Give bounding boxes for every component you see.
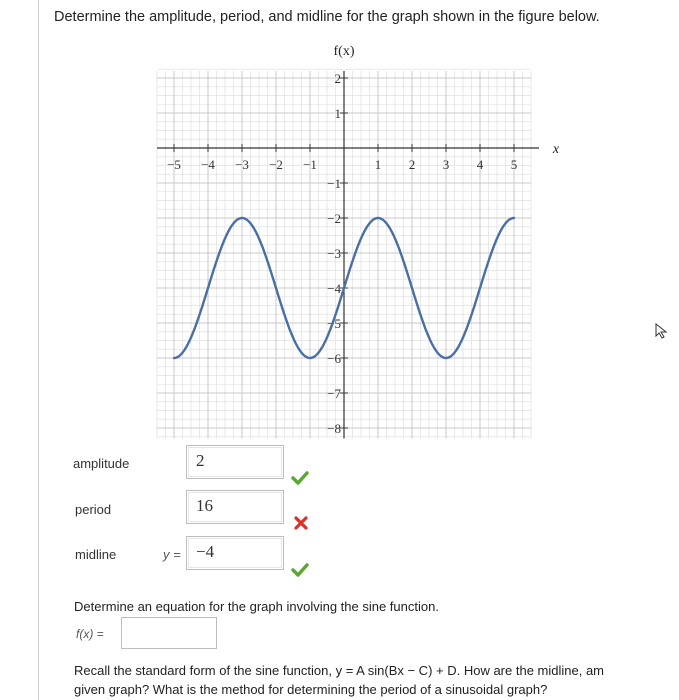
mouse-pointer-icon xyxy=(655,323,669,339)
x-axis-label: x xyxy=(552,142,560,157)
hint-line-2: given graph? What is the method for determining the period of a sinusoidal graph? xyxy=(74,682,548,697)
y-tick-label: −1 xyxy=(327,176,341,191)
x-tick-label: −3 xyxy=(235,157,249,172)
y-axis-label: f(x) xyxy=(333,44,355,59)
y-tick-label: −5 xyxy=(327,316,341,331)
midline-check-icon xyxy=(291,562,309,578)
amplitude-check-icon xyxy=(291,470,309,486)
x-tick-label: −4 xyxy=(201,157,215,172)
x-tick-label: −1 xyxy=(303,157,317,172)
y-tick-label: 1 xyxy=(334,106,341,121)
period-cross-icon xyxy=(294,516,308,530)
period-label: period xyxy=(75,502,112,517)
y-tick-label: 2 xyxy=(334,71,341,86)
equation-prompt: Determine an equation for the graph involving the sine function. xyxy=(74,599,439,614)
equation-input[interactable] xyxy=(121,617,217,649)
amplitude-input[interactable]: 2 xyxy=(186,445,284,479)
period-input[interactable]: 16 xyxy=(186,490,284,524)
x-tick-label: −2 xyxy=(269,157,283,172)
x-tick-label: 4 xyxy=(476,157,484,172)
midline-y-equals: y = xyxy=(163,547,181,562)
x-tick-label: 3 xyxy=(442,157,450,172)
y-tick-label: −7 xyxy=(327,386,341,401)
x-tick-label: 1 xyxy=(374,157,382,172)
y-tick-label: −8 xyxy=(327,421,341,436)
midline-label: midline xyxy=(75,547,117,562)
x-tick-label: 2 xyxy=(408,157,416,172)
x-tick-label: 5 xyxy=(510,157,518,172)
hint-line-1: Recall the standard form of the sine function, y = A sin(Bx − C) + D. How are the midline, am xyxy=(74,663,604,678)
y-tick-label: −4 xyxy=(327,281,341,296)
amplitude-label: amplitude xyxy=(73,456,130,471)
x-tick-label: −5 xyxy=(167,157,181,172)
hint-text xyxy=(74,661,604,699)
y-tick-label: −2 xyxy=(327,211,341,226)
y-tick-label: −6 xyxy=(327,351,341,366)
midline-input[interactable]: −4 xyxy=(186,536,284,570)
equation-label: f(x) = xyxy=(76,627,104,641)
y-tick-label: −3 xyxy=(327,246,341,261)
question-text: Determine the amplitude, period, and midline for the graph shown in the figure below. xyxy=(54,9,600,25)
